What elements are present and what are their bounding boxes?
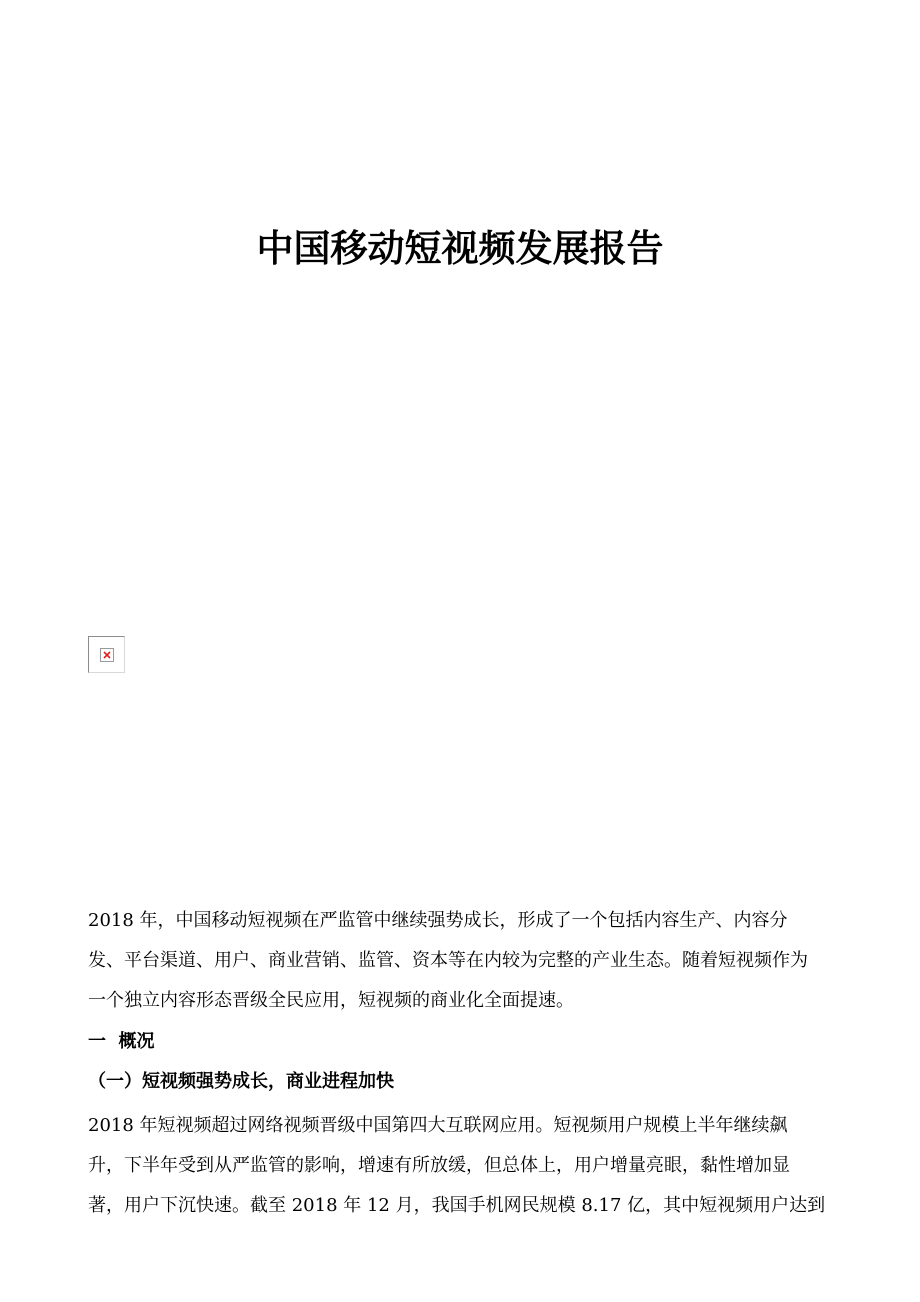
- intro-paragraph: [88, 901, 834, 1021]
- broken-image-icon: [88, 636, 125, 673]
- paragraph-line: 升，下半年受到从严监管的影响，增速有所放缓，但总体上，用户增量亮眼，黏性增加显: [88, 1155, 790, 1176]
- section-paragraph: [88, 1106, 834, 1226]
- paragraph-line: 2018 年短视频超过网络视频晋级中国第四大互联网应用。短视频用户规模上半年继续飙: [88, 1115, 788, 1136]
- document-title: 中国移动短视频发展报告: [256, 226, 664, 270]
- paragraph-line: 2018 年，中国移动短视频在严监管中继续强势成长，形成了一个包括内容生产、内容分: [88, 910, 788, 931]
- broken-image-frame: [100, 648, 114, 662]
- paragraph-line: 一个独立内容形态晋级全民应用，短视频的商业化全面提速。: [88, 990, 574, 1011]
- paragraph-line: 著，用户下沉快速。截至 2018 年 12 月，我国手机网民规模 8.17 亿，其中短视频用户达到: [88, 1195, 826, 1216]
- subsection-heading: （一）短视频强势成长，商业进程加快: [88, 1071, 394, 1092]
- paragraph-line: 发、平台渠道、用户、商业营销、监管、资本等在内较为完整的产业生态。随着短视频作为: [88, 950, 808, 971]
- red-x-icon: [102, 650, 112, 660]
- section-heading: 一 概况: [88, 1031, 155, 1052]
